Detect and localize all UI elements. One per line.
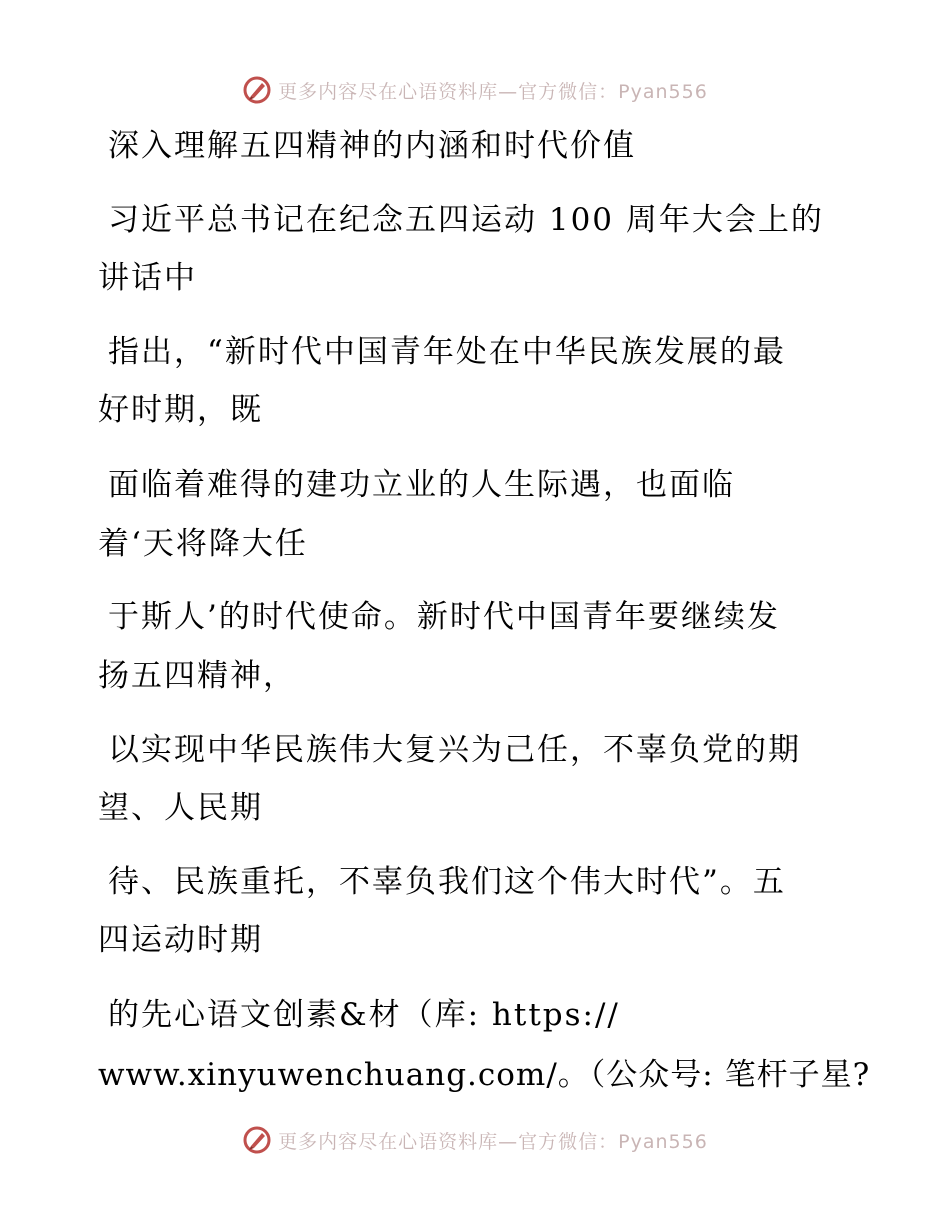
text-line: 的先心语文创素&材（库: https:// <box>108 997 620 1033</box>
watermark-banner-bottom <box>0 1120 950 1160</box>
text-line: 习近平总书记在纪念五四运动 100 周年大会上的 <box>108 202 824 238</box>
text-line: 于斯人’的时代使命。新时代中国青年要继续发 <box>108 599 780 635</box>
text-line: 好时期，既 <box>98 392 263 428</box>
text-line: 待、民族重托，不辜负我们这个伟大时代”。五 <box>108 864 786 900</box>
watermark-banner-top <box>0 70 950 110</box>
document-title: 深入理解五四精神的内涵和时代价值 <box>108 128 636 164</box>
text-line: 望、人民期 <box>98 790 263 826</box>
text-line: 指出，“新时代中国青年处在中华民族发展的最 <box>108 334 786 370</box>
text-line: 面临着难得的建功立业的人生际遇，也面临 <box>108 467 735 503</box>
text-line: www.xinyuwenchuang.com/。（公众号: 笔杆子星? <box>98 1057 871 1093</box>
text-line: 四运动时期 <box>98 922 263 958</box>
text-line: 着‘天将降大任 <box>98 526 308 562</box>
pen-logo-icon <box>242 1125 272 1155</box>
text-line: 讲话中 <box>98 260 197 296</box>
watermark-text: 更多内容尽在心语资料库—官方微信：Pyan556 <box>278 80 708 103</box>
watermark-text: 更多内容尽在心语资料库—官方微信：Pyan556 <box>278 1130 708 1153</box>
pen-logo-icon <box>242 75 272 105</box>
text-line: 以实现中华民族伟大复兴为己任，不辜负党的期 <box>108 732 801 768</box>
text-line: 扬五四精神， <box>98 658 296 694</box>
